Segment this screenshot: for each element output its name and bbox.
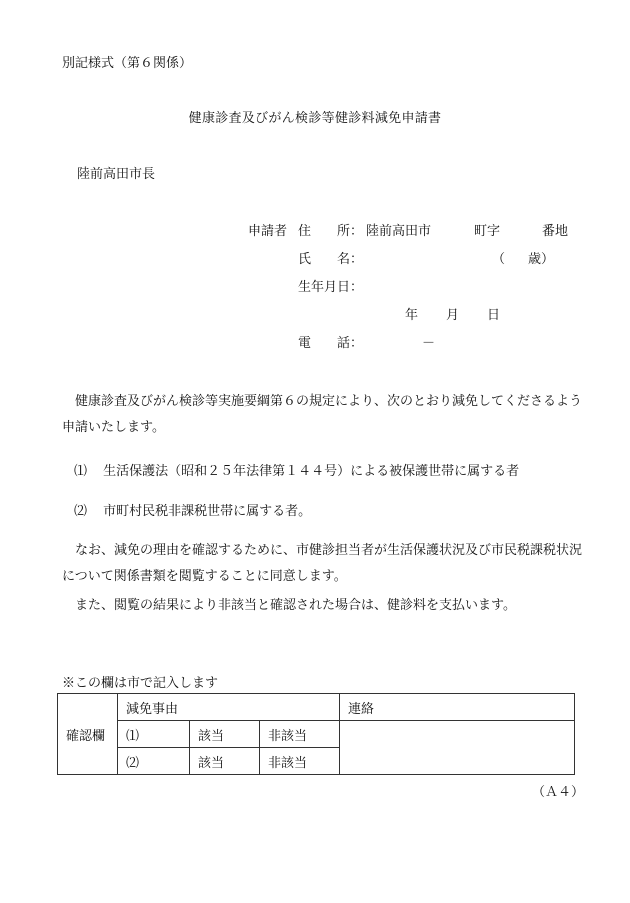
phone-label: 電 話： xyxy=(298,336,364,351)
applicable-cell: 該当 xyxy=(190,721,260,748)
reason-number-cell: ⑵ xyxy=(118,748,190,775)
office-use-note: ※この欄は市で記入します xyxy=(62,676,219,691)
confirm-label-cell: 確認欄 xyxy=(58,694,118,775)
table-row xyxy=(58,694,575,721)
address-value: 陸前高田市 xyxy=(366,224,432,239)
name-label: 氏 名： xyxy=(298,252,364,267)
table-row xyxy=(58,721,575,748)
applicant-label: 申請者 xyxy=(248,224,288,239)
form-label: 別記様式（第６関係） xyxy=(62,56,193,71)
day-suffix: 日 xyxy=(487,308,501,323)
list-item xyxy=(74,500,311,519)
age-suffix: 歳） xyxy=(528,252,555,267)
consent-paragraph: なお、減免の理由を確認するために、市健診担当者が生活保護状況及び市民税課税状況について関係書類を閲覧することに同意します。 xyxy=(62,543,583,584)
contact-header-cell: 連絡 xyxy=(340,694,575,721)
age-open: （ xyxy=(492,252,506,267)
birthdate-label: 生年月日： xyxy=(298,280,364,295)
town-suffix: 町字 xyxy=(474,224,501,239)
reason-header-cell: 減免事由 xyxy=(118,694,340,721)
item-number: ⑵ xyxy=(74,504,88,519)
list-item xyxy=(74,460,519,479)
paper-size-label: （Ａ４） xyxy=(532,785,585,800)
contact-cell xyxy=(340,721,575,775)
not-applicable-cell: 非該当 xyxy=(260,748,340,775)
item-text: 生活保護法（昭和２５年法律第１４４号）による被保護世帯に属する者 xyxy=(103,464,520,479)
document-title: 健康診査及びがん検診等健診料減免申請書 xyxy=(188,111,442,126)
year-suffix: 年 xyxy=(405,308,419,323)
payment-paragraph: また、閲覧の結果により非該当と確認された場合は、健診料を支払います。 xyxy=(75,598,516,613)
banchi-suffix: 番地 xyxy=(542,224,569,239)
intro-paragraph: 健康診査及びがん検診等実施要綱第６の規定により、次のとおり減免してくださるよう申請いたします。 xyxy=(62,394,583,435)
confirmation-table xyxy=(57,693,575,775)
address-label: 住 所： xyxy=(298,224,364,239)
reason-number-cell: ⑴ xyxy=(118,721,190,748)
applicable-cell: 該当 xyxy=(190,748,260,775)
addressee: 陸前高田市長 xyxy=(77,167,156,182)
phone-dash: － xyxy=(422,336,436,351)
item-text: 市町村民税非課税世帯に属する者。 xyxy=(103,504,312,519)
not-applicable-cell: 非該当 xyxy=(260,721,340,748)
item-number: ⑴ xyxy=(74,464,88,479)
month-suffix: 月 xyxy=(446,308,460,323)
